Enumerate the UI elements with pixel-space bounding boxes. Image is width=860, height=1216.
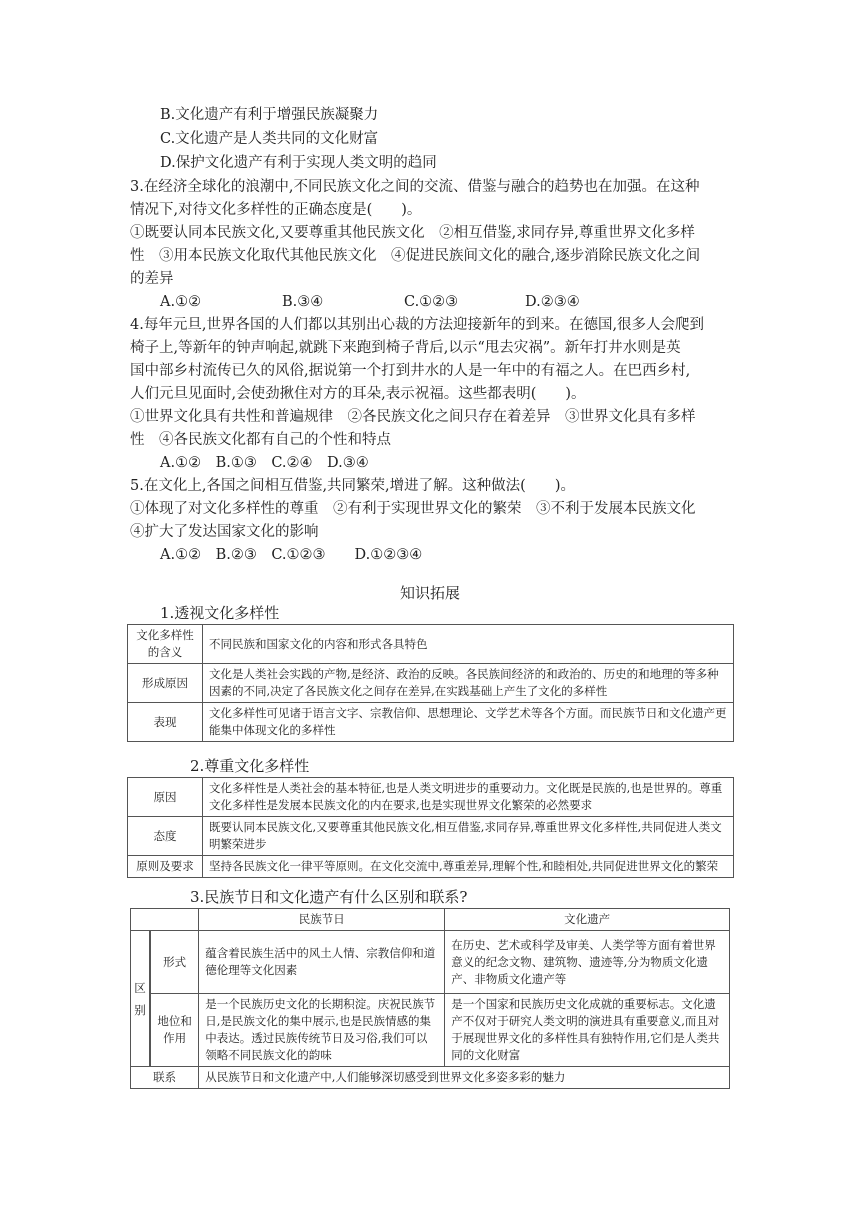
option-b: B.文化遗产有利于增强民族凝聚力 [160, 107, 379, 123]
row-label: 原则及要求 [128, 856, 203, 878]
q3-choice-c: C.①②③ [404, 294, 459, 310]
table-row [128, 664, 734, 703]
q4-item-line: ①世界文化具有共性和普遍规律 ②各民族文化之间只存在着差异 ③世界文化具有多样 [130, 409, 696, 425]
group-label-difference [131, 931, 150, 1067]
row-label: 原因 [128, 778, 203, 817]
q3-item-line: ①既要认同本民族文化,又要尊重其他民族文化 ②相互借鉴,求同存异,尊重世界文化多样 [130, 225, 695, 241]
q3-stem-line: 3.在经济全球化的浪潮中,不同民族文化之间的交流、借鉴与融合的趋势也在加强。在这种 [130, 179, 700, 195]
row-label: 表现 [128, 703, 203, 742]
col-header-heritage: 文化遗产 [445, 909, 730, 931]
row-text: 文化多样性是人类社会的基本特征,也是人类文明进步的重要动力。文化既是民族的,也是世界的。尊重文化多样性是发展本民族文化的内在要求,也是实现世界文化繁荣的必然要求 [203, 778, 734, 817]
row-label: 形成原因 [128, 664, 203, 703]
table-header-row [131, 909, 730, 931]
option-c: C.文化遗产是人类共同的文化财富 [160, 131, 379, 147]
row-label: 文化多样性的含义 [128, 625, 203, 664]
q4-stem-line: 人们元旦见面时,会使劲揪住对方的耳朵,表示祝福。这些都表明( )。 [130, 386, 586, 402]
row-label: 地位和作用 [151, 994, 199, 1067]
option-d: D.保护文化遗产有利于实现人类文明的趋同 [160, 155, 437, 171]
q3-stem-line: 情况下,对待文化多样性的正确态度是( )。 [130, 202, 422, 218]
q3-item-line: 的差异 [130, 271, 174, 287]
table2-heading: 2.尊重文化多样性 [190, 757, 310, 775]
q3-choice-a: A.①② [160, 294, 202, 310]
table-row [131, 994, 730, 1067]
row-label: 形式 [151, 931, 199, 994]
table-row [128, 817, 734, 856]
group-label-text: 区别 [134, 980, 146, 1017]
table-row [128, 856, 734, 878]
row-label: 态度 [128, 817, 203, 856]
table-respect-diversity [127, 777, 734, 878]
row-text: 文化多样性可见诸于语言文字、宗教信仰、思想理论、文学艺术等各个方面。而民族节日和文化遗产更能集中体现文化的多样性 [203, 703, 734, 742]
heritage-role: 是一个国家和民族历史文化成就的重要标志。文化遗产不仅对于研究人类文明的演进具有重要意义,而且对于展现世界文化的多样性具有独特作用,它们是人类共同的文化财富 [445, 994, 730, 1067]
festival-form: 蕴含着民族生活中的风土人情、宗教信仰和道德伦理等文化因素 [199, 931, 445, 994]
table-row [131, 931, 730, 994]
table-row [128, 703, 734, 742]
row-text: 既要认同本民族文化,又要尊重其他民族文化,相互借鉴,求同存异,尊重世界文化多样性,共同促进人类文明繁荣进步 [203, 817, 734, 856]
row-text: 不同民族和国家文化的内容和形式各具特色 [203, 625, 734, 664]
q4-stem-line: 国中部乡村流传已久的风俗,据说第一个打到井水的人是一年中的有福之人。在巴西乡村, [130, 363, 691, 379]
q3-choice-b: B.③④ [282, 294, 324, 310]
heritage-form: 在历史、艺术或科学及审美、人类学等方面有着世界意义的纪念文物、建筑物、遗迹等,分为物质文化遗产、非物质文化遗产等 [445, 931, 730, 994]
table1-heading: 1.透视文化多样性 [160, 604, 280, 622]
q5-item-line: ④扩大了发达国家文化的影响 [130, 524, 319, 540]
q3-choice-d: D.②③④ [525, 294, 580, 310]
row-text: 坚持各民族文化一律平等原则。在文化交流中,尊重差异,理解个性,和睦相处,共同促进世界文化的繁荣 [203, 856, 734, 878]
row-text: 文化是人类社会实践的产物,是经济、政治的反映。各民族间经济的和政治的、历史的和地理的等多种因素的不同,决定了各民族文化之间存在差异,在实践基础上产生了文化的多样性 [203, 664, 734, 703]
col-header-festival: 民族节日 [199, 909, 445, 931]
q4-stem-line: 4.每年元旦,世界各国的人们都以其别出心裁的方法迎接新年的到来。在德国,很多人会爬到 [130, 317, 705, 333]
table-row [128, 625, 734, 664]
q5-choices: A.①② B.②③ C.①②③ D.①②③④ [160, 547, 423, 563]
link-text: 从民族节日和文化遗产中,人们能够深切感受到世界文化多姿多彩的魅力 [199, 1067, 730, 1089]
q5-stem: 5.在文化上,各国之间相互借鉴,共同繁荣,增进了解。这种做法( )。 [130, 478, 575, 494]
table-diversity-overview [127, 624, 734, 742]
table-festival-heritage [130, 908, 730, 1089]
header-blank [131, 909, 199, 931]
table3-heading: 3.民族节日和文化遗产有什么区别和联系? [190, 888, 468, 906]
q4-choices: A.①② B.①③ C.②④ D.③④ [160, 455, 369, 471]
row-label: 联系 [131, 1067, 199, 1089]
section-title: 知识拓展 [399, 584, 460, 602]
q4-stem-line: 椅子上,等新年的钟声响起,就跳下来跑到椅子背后,以示“甩去灾祸”。新年打井水则是英 [130, 340, 681, 356]
festival-role: 是一个民族历史文化的长期积淀。庆祝民族节日,是民族文化的集中展示,也是民族情感的集中表达。透过民族传统节日及习俗,我们可以领略不同民族文化的韵味 [199, 994, 445, 1067]
q5-item-line: ①体现了对文化多样性的尊重 ②有利于实现世界文化的繁荣 ③不利于发展本民族文化 [130, 501, 696, 517]
q4-item-line: 性 ④各民族文化都有自己的个性和特点 [130, 432, 391, 448]
table-row [128, 778, 734, 817]
table-row [131, 1067, 730, 1089]
q3-item-line: 性 ③用本民族文化取代其他民族文化 ④促进民族间文化的融合,逐步消除民族文化之间 [130, 248, 701, 264]
